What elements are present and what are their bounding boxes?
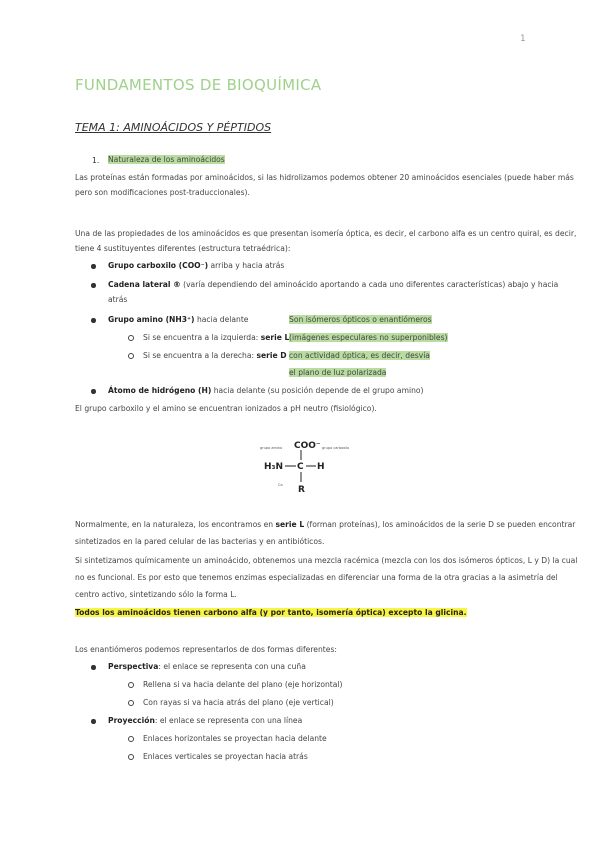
- topic-title: TEMA 1: AMINOÁCIDOS Y PÉPTIDOS: [75, 121, 272, 134]
- projection-sub-2: Enlaces verticales se proyectan hacia atrás: [143, 752, 308, 761]
- perspective-sub-1: Rellena si va hacia delante del plano (eje horizontal): [143, 680, 343, 689]
- synthesis-line-3: centro activo, sintetizando sólo la forma L.: [75, 590, 237, 599]
- hydrogen-item: Átomo de hidrógeno (H) hacia delante (su posición depende de el grupo amino): [108, 386, 424, 395]
- page-number: 1: [520, 34, 526, 44]
- synthesis-line-2: no es funcional. Es por esto que tenemos enzimas especializadas en diferenciar una forma de la otra gracias a la asimetría del: [75, 573, 558, 582]
- projection-item: Proyección: el enlace se representa con una línea: [108, 716, 303, 725]
- enantiomer-note-2: (imágenes especulares no superponibles): [289, 333, 448, 342]
- enantiomer-note-3: con actividad óptica, es decir, desvía: [289, 351, 430, 360]
- projection-sub-1: Enlaces horizontales se proyectan hacia delante: [143, 734, 327, 743]
- sub-bullet: [128, 700, 134, 706]
- sub-bullet: [128, 335, 134, 341]
- nature-line-2: sintetizados en la pared celular de las bacterias y en antibióticos.: [75, 537, 325, 546]
- section-heading: Naturaleza de los aminoácidos: [108, 155, 225, 164]
- intro-line-2: pero son modificaciones post-traduccionales).: [75, 188, 250, 197]
- bullet: [91, 719, 96, 724]
- bullet: [91, 665, 96, 670]
- representation-intro: Los enantiómeros podemos representarlos de dos formas diferentes:: [75, 645, 337, 654]
- perspective-item: Perspectiva: el enlace se representa con una cuña: [108, 662, 306, 671]
- synthesis-line-1: Si sintetizamos químicamente un aminoácido, obtenemos una mezcla racémica (mezcla con los dos isómeros ópticos, L y D) la cual: [75, 556, 578, 565]
- molecule-h: H: [317, 462, 325, 472]
- bullet: [91, 318, 96, 323]
- molecule-label-ca: Ca: [278, 483, 283, 487]
- bullet: [91, 264, 96, 269]
- molecule-c: C: [297, 462, 304, 472]
- molecule-label-carboxyl: grupo carboxilo: [322, 446, 350, 450]
- side-chain-item-cont: atrás: [108, 295, 128, 304]
- document-title: FUNDAMENTOS DE BIOQUÍMICA: [75, 76, 322, 94]
- nature-line-1: Normalmente, en la naturaleza, los encontramos en serie L (forman proteínas), los aminoácidos de la serie D se pueden encontrar: [75, 520, 576, 529]
- sub-bullet: [128, 736, 134, 742]
- molecule-r: R: [298, 485, 305, 495]
- glycine-note: Todos los aminoácidos tienen carbono alfa (y por tanto, isomería óptica) excepto la glicina.: [75, 608, 467, 617]
- chiral-line-1: Una de las propiedades de los aminoácidos es que presentan isomería óptica, es decir, el carbono alfa es un centro quiral, es decir,: [75, 229, 577, 238]
- amino-acid-structure: [256, 436, 366, 498]
- sub-bullet: [128, 353, 134, 359]
- sub-bullet: [128, 754, 134, 760]
- sub-bullet: [128, 682, 134, 688]
- molecule-nh3: H₃N: [264, 462, 284, 472]
- amino-right-item: Si se encuentra a la derecha: serie D: [143, 351, 287, 360]
- carboxyl-item: Grupo carboxilo (COO⁻) arriba y hacia atrás: [108, 261, 285, 270]
- molecule-coo: COO⁻: [294, 441, 321, 451]
- chiral-line-2: tiene 4 sustituyentes diferentes (estructura tetraédrica):: [75, 244, 291, 253]
- ionized-line: El grupo carboxilo y el amino se encuentran ionizados a pH neutro (fisiológico).: [75, 404, 377, 413]
- molecule-label-amino: grupo amino: [260, 446, 283, 450]
- perspective-sub-2: Con rayas si va hacia atrás del plano (eje vertical): [143, 698, 334, 707]
- enantiomer-note-4: el plano de luz polarizada: [289, 368, 387, 377]
- bullet: [91, 283, 96, 288]
- amino-left-item: Si se encuentra a la izquierda: serie L: [143, 333, 290, 342]
- bullet: [91, 389, 96, 394]
- enantiomer-note-1: Son isómeros ópticos o enantiómeros: [289, 315, 432, 324]
- intro-line-1: Las proteínas están formadas por aminoácidos, si las hidrolizamos podemos obtener 20 aminoácidos esenciales (puede haber más: [75, 173, 574, 182]
- section-number: 1.: [92, 156, 100, 165]
- side-chain-item: Cadena lateral ® (varía dependiendo del aminoácido aportando a cada uno diferentes características) abajo y hacia: [108, 280, 559, 289]
- amino-item: Grupo amino (NH3⁺) hacia delante: [108, 315, 249, 324]
